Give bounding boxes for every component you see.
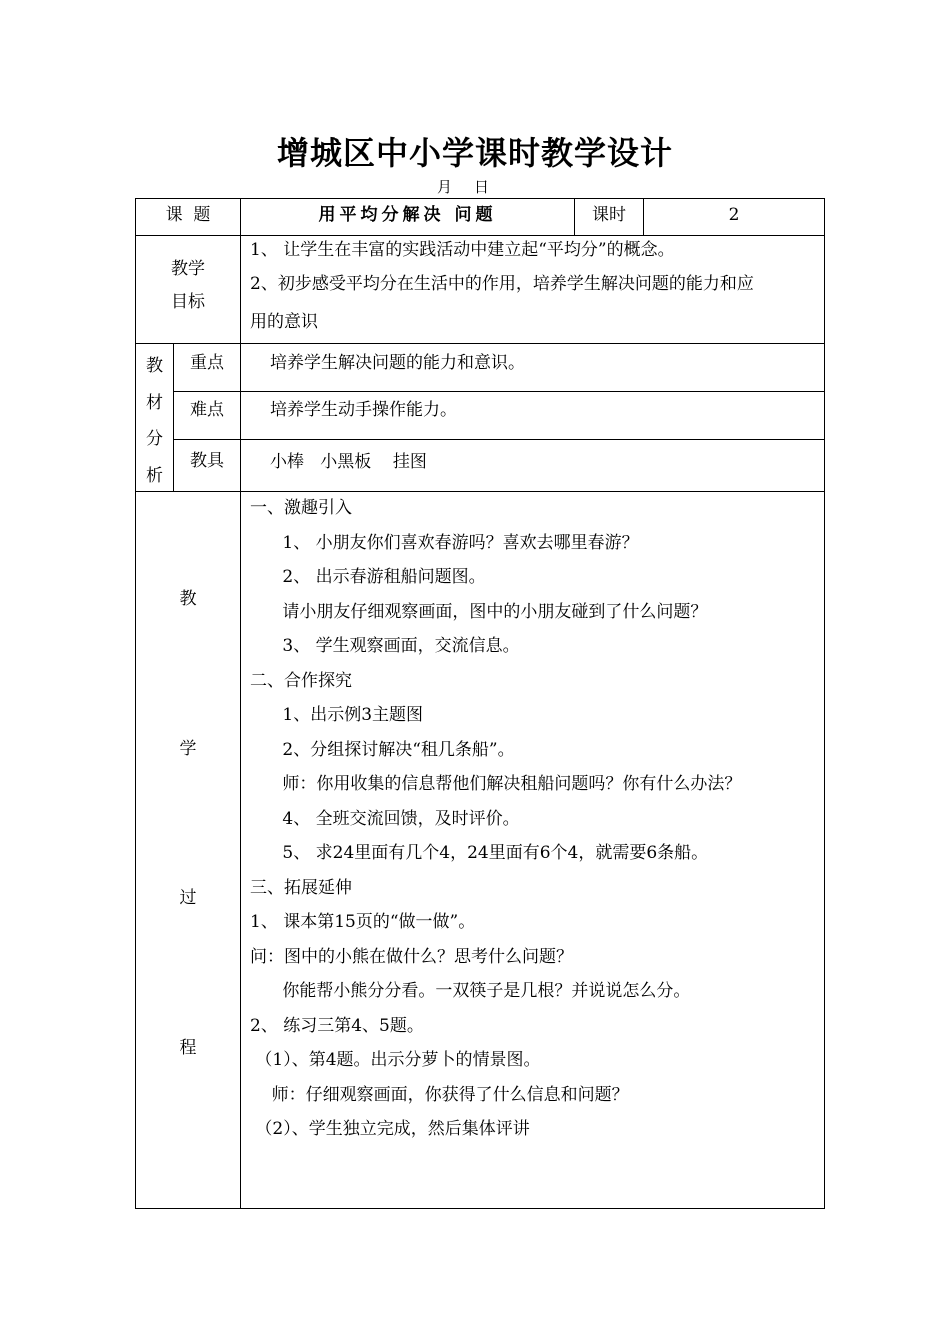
teaching-aids-value: 小棒 小黑板 挂图 — [270, 452, 427, 472]
process-line: 1、 小朋友你们喜欢春游吗？喜欢去哪里春游？ — [250, 532, 639, 553]
month-label: 月 — [437, 178, 453, 196]
process-line: 2、 练习三第4、5题。 — [250, 1015, 424, 1036]
topic-value: 用平均分解决 问题 — [318, 205, 497, 225]
process-line: 三、拓展延伸 — [250, 877, 352, 898]
process-label-char: 教 — [179, 589, 197, 609]
process-line: 5、 求24里面有几个4，24里面有6个4，就需要6条船。 — [250, 843, 709, 863]
process-label-char: 过 — [179, 888, 197, 908]
process-line: 1、 课本第15页的“做一做”。 — [250, 912, 476, 932]
day-label: 日 — [474, 178, 490, 196]
analysis-label-char: 析 — [146, 465, 163, 486]
period-label: 课时 — [592, 205, 626, 225]
process-line: 师：仔细观察画面，你获得了什么信息和问题？ — [250, 1084, 629, 1105]
row-line-2 — [135, 343, 825, 344]
date-line — [437, 176, 511, 197]
objectives-label-line1: 教学 — [171, 259, 205, 279]
table-border-top — [135, 198, 825, 199]
difficulty-label: 难点 — [190, 400, 224, 420]
table-border-bottom — [135, 1208, 825, 1209]
table-border-right — [824, 198, 825, 1209]
key-point-value: 培养学生解决问题的能力和意识。 — [270, 353, 525, 373]
table-divider-main — [240, 198, 241, 1209]
process-line: 请小朋友仔细观察画面，图中的小朋友碰到了什么问题？ — [250, 601, 708, 622]
row-line-3 — [173, 391, 825, 392]
analysis-label-char: 教 — [146, 356, 163, 376]
teaching-aids-label: 教具 — [190, 451, 224, 471]
process-label-char: 程 — [179, 1038, 197, 1058]
analysis-label-char: 材 — [146, 392, 163, 413]
analysis-label — [146, 348, 163, 494]
page-title: 增城区中小学课时教学设计 — [276, 134, 673, 172]
difficulty-value: 培养学生动手操作能力。 — [270, 400, 457, 420]
process-line: 你能帮小熊分分看。一双筷子是几根？并说说怎么分。 — [250, 981, 691, 1001]
process-line: 3、 学生观察画面，交流信息。 — [250, 636, 520, 656]
process-label-char: 学 — [179, 739, 197, 759]
analysis-label-char: 分 — [146, 429, 163, 449]
process-content — [250, 496, 741, 1152]
objective-line: 2、初步感受平均分在生活中的作用，培养学生解决问题的能力和应 — [250, 274, 754, 294]
process-line: 2、分组探讨解决“租几条船”。 — [250, 739, 515, 760]
row-line-5 — [135, 491, 825, 492]
row-line-4 — [173, 439, 825, 440]
objective-line: 1、 让学生在丰富的实践活动中建立起“平均分”的概念。 — [250, 240, 675, 260]
topic-label: 课 题 — [165, 205, 211, 225]
process-line: 4、 全班交流回馈，及时评价。 — [250, 808, 520, 829]
process-line: 1、出示例3主题图 — [250, 705, 424, 725]
objectives-label-line2: 目标 — [171, 292, 205, 312]
period-value: 2 — [728, 205, 740, 225]
process-line: （2）、学生独立完成，然后集体评讲 — [250, 1119, 530, 1139]
process-line: 二、合作探究 — [250, 670, 352, 691]
process-line: （1）、第4题。出示分萝卜的情景图。 — [250, 1050, 541, 1070]
process-line: 2、 出示春游租船问题图。 — [250, 567, 486, 587]
process-line: 师：你用收集的信息帮他们解决租船问题吗？你有什么办法？ — [250, 774, 742, 794]
process-line: 问：图中的小熊在做什么？思考什么问题？ — [250, 946, 573, 967]
row-line-1 — [135, 235, 825, 236]
process-line: 一、激趣引入 — [250, 498, 352, 518]
objective-line: 用的意识 — [250, 312, 318, 332]
key-point-label: 重点 — [190, 353, 224, 373]
